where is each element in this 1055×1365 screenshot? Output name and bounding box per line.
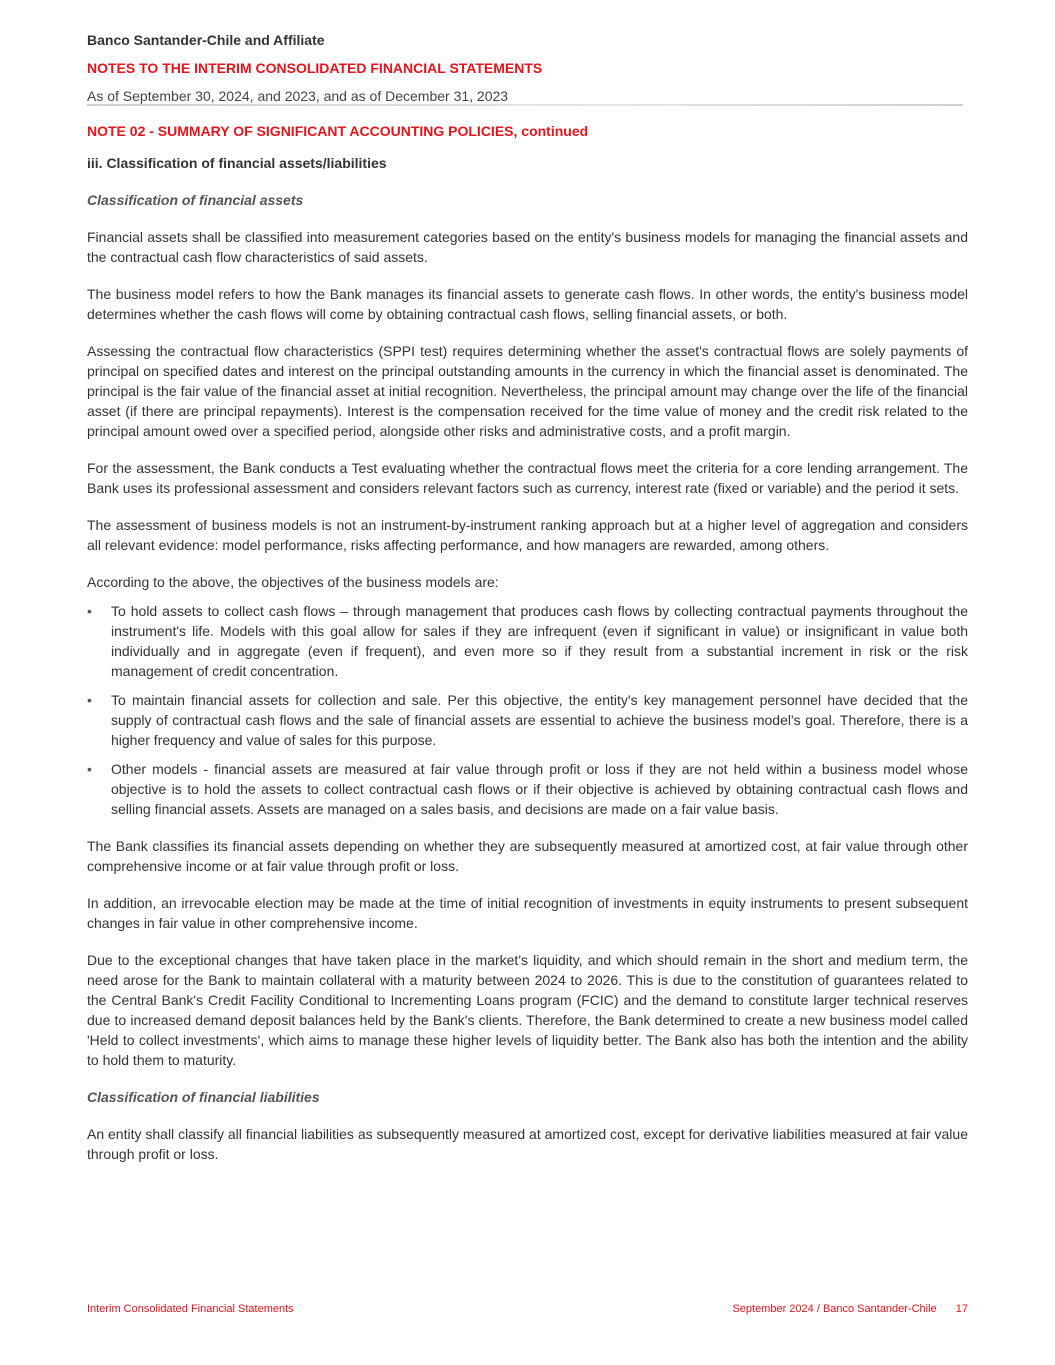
footer-document-name: Interim Consolidated Financial Statements (87, 1303, 294, 1315)
list-item (87, 690, 968, 750)
paragraph: An entity shall classify all financial liabilities as subsequently measured at amortized cost, except for derivative liabilities measured at fair value through profit or loss. (87, 1126, 968, 1162)
bullet-icon: • (87, 603, 92, 619)
reporting-period: As of September 30, 2024, and 2023, and as of December 31, 2023 (87, 88, 509, 104)
paragraph: The business model refers to how the Bank manages its financial assets to generate cash flows. In other words, the entity's business model determines whether the cash flows will come by obtaining contractual cash flows, selling financial assets, or both. (87, 286, 968, 322)
footer-right (732, 1301, 968, 1317)
list-item-text: To hold assets to collect cash flows – through management that produces cash flows by collecting contractual payments throughout the instrument's life. Models with this goal allow for sales if they are infrequent (even if significant in value) or insignificant in value both individually and in aggregate (even if frequent), and even more so if they result from a substantial increment in risk or the risk management of credit concentration. (111, 603, 968, 679)
document-body (87, 121, 968, 1181)
header-divider (87, 104, 963, 106)
paragraph: According to the above, the objectives of the business models are: (87, 574, 499, 590)
liabilities-subheading: Classification of financial liabilities (87, 1089, 320, 1105)
bullet-icon: • (87, 692, 92, 708)
paragraph: Assessing the contractual flow characteristics (SPPI test) requires determining whether the asset's contractual flows are solely payments of principal on specified dates and interest on the principal outstanding amounts in the currency in which the financial asset is denominated. The principal is the fair value of the financial asset at initial recognition. Nevertheless, the principal amount may change over the life of the financial asset (if there are principal repayments). Interest is the compensation received for the time value of money and the credit risk related to the principal amount owed over a specified period, alongside other risks and administrative costs, and a profit margin. (87, 343, 968, 439)
assets-subheading: Classification of financial assets (87, 192, 304, 208)
paragraph: The Bank classifies its financial assets depending on whether they are subsequently measured at amortized cost, at fair value through other comprehensive income or at fair value through profit or loss. (87, 838, 968, 874)
section-title: iii. Classification of financial assets/liabilities (87, 155, 387, 171)
footer-period-bank: September 2024 / Banco Santander-Chile (732, 1303, 937, 1315)
paragraph: The assessment of business models is not an instrument-by-instrument ranking approach but at a higher level of aggregation and considers all relevant evidence: model performance, risks affecting performance, and how managers are rewarded, among others. (87, 517, 968, 553)
paragraph: Financial assets shall be classified into measurement categories based on the entity's business models for managing the financial assets and the contractual cash flow characteristics of said assets. (87, 229, 968, 265)
list-item-text: To maintain financial assets for collection and sale. Per this objective, the entity's key management personnel have decided that the supply of contractual cash flows and the sale of financial assets are essential to achieve the business model's goal. Therefore, there is a higher frequency and value of sales for this purpose. (111, 692, 968, 748)
list-item (87, 759, 968, 819)
note-title: NOTE 02 - SUMMARY OF SIGNIFICANT ACCOUNTING POLICIES, continued (87, 123, 589, 139)
paragraph: In addition, an irrevocable election may be made at the time of initial recognition of investments in equity instruments to present subsequent changes in fair value in other comprehensive income. (87, 895, 968, 931)
bullet-icon: • (87, 761, 92, 777)
list-item (87, 601, 968, 681)
page-header (87, 30, 967, 106)
paragraph: Due to the exceptional changes that have taken place in the market's liquidity, and which should remain in the short and medium term, the need arose for the Bank to maintain collateral with a maturity between 2024 to 2026. This is due to the constitution of guarantees related to the Central Bank's Credit Facility Conditional to Incrementing Loans program (FCIC) and the demand to constitute larger technical reserves due to increased demand deposit balances held by the Bank's clients. Therefore, the Bank determined to create a new business model called 'Held to collect investments', which aims to manage these higher levels of liquidity better. The Bank also has both the intention and the ability to hold them to maturity. (87, 952, 968, 1068)
paragraph: For the assessment, the Bank conducts a Test evaluating whether the contractual flows meet the criteria for a core lending arrangement. The Bank uses its professional assessment and considers relevant factors such as currency, interest rate (fixed or variable) and the period it sets. (87, 460, 968, 496)
page-number: 17 (955, 1303, 968, 1315)
list-item-text: Other models - financial assets are measured at fair value through profit or loss if they are not held within a business model whose objective is to hold the assets to collect contractual cash flows or if their objective is achieved by obtaining contractual cash flows and selling financial assets. Assets are managed on a sales basis, and decisions are made on a fair value basis. (111, 761, 968, 817)
company-name: Banco Santander-Chile and Affiliate (87, 32, 325, 48)
document-title: NOTES TO THE INTERIM CONSOLIDATED FINANCIAL STATEMENTS (87, 60, 543, 76)
business-model-list (87, 601, 968, 819)
